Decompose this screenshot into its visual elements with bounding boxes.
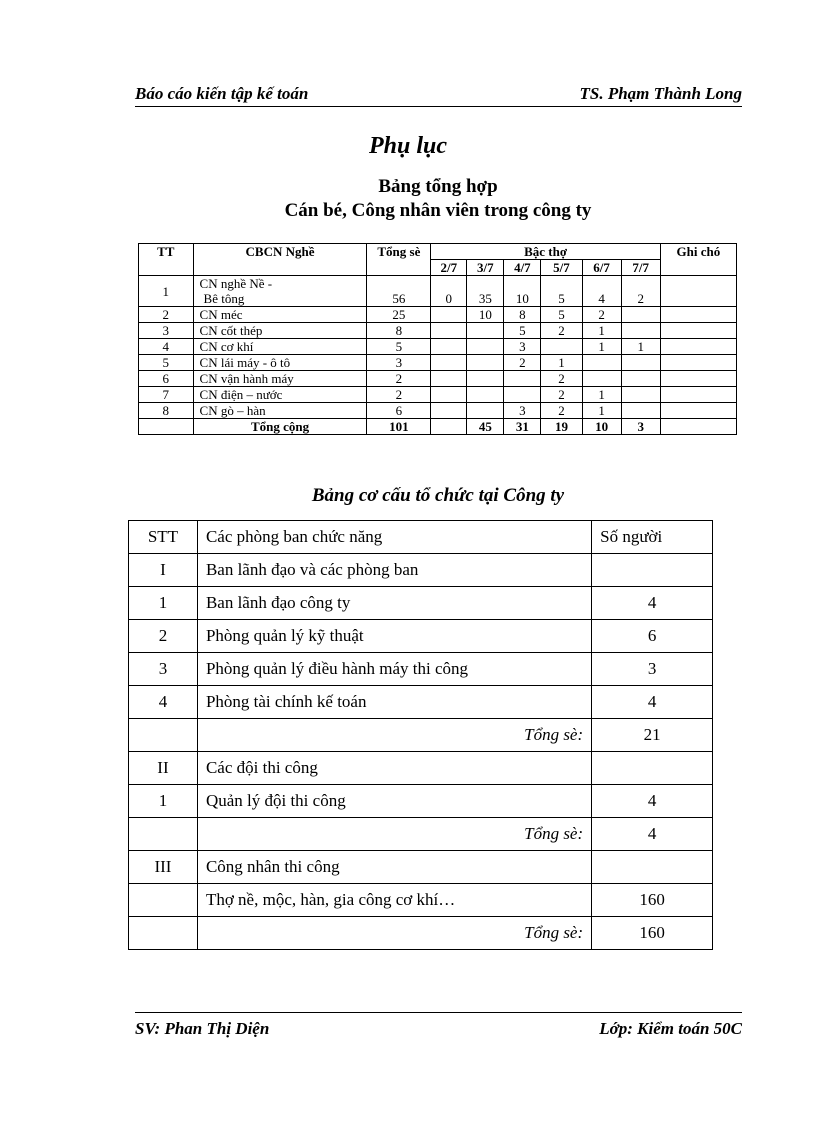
total-note <box>660 419 736 435</box>
level-header-cell: 4/7 <box>504 260 541 276</box>
table-row <box>129 587 713 620</box>
org-structure-table <box>128 520 713 950</box>
row-total: 2 <box>367 387 431 403</box>
total-tt <box>139 419 194 435</box>
row-tt: 1 <box>139 276 194 307</box>
row-stt: 2 <box>129 620 198 653</box>
row-stt: 3 <box>129 653 198 686</box>
level-header-cell: 2/7 <box>431 260 467 276</box>
summary-table-subtitle: Cán bé, Công nhân viên trong công ty <box>284 200 592 221</box>
row-department: Công nhân thi công <box>197 851 591 884</box>
row-stt <box>129 917 198 950</box>
row-level-value: 5 <box>541 307 582 323</box>
row-occupation: CN cơ khí <box>193 339 367 355</box>
table-row <box>139 323 737 339</box>
row-level-value <box>431 403 467 419</box>
header-tt: TT <box>139 244 194 276</box>
row-occupation: CN méc <box>193 307 367 323</box>
row-level-value <box>431 387 467 403</box>
row-headcount: 21 <box>592 719 713 752</box>
row-headcount: 4 <box>592 587 713 620</box>
table-row <box>139 307 737 323</box>
subtotal-label: Tổng sè: <box>197 917 591 950</box>
row-level-value: 0 <box>431 276 467 307</box>
header-author: TS. Phạm Thành Long <box>579 84 742 103</box>
row-department: Ban lãnh đạo công ty <box>197 587 591 620</box>
row-level-value <box>582 355 621 371</box>
row-stt <box>129 818 198 851</box>
row-note <box>660 371 736 387</box>
row-level-value: 5 <box>504 323 541 339</box>
row-level-value: 10 <box>504 276 541 307</box>
row-occupation: CN gò – hàn <box>193 403 367 419</box>
row-stt: II <box>129 752 198 785</box>
footer-class: Lớp: Kiểm toán 50C <box>599 1019 742 1038</box>
row-tt: 3 <box>139 323 194 339</box>
row-tt: 2 <box>139 307 194 323</box>
row-stt <box>129 719 198 752</box>
row-stt <box>129 884 198 917</box>
subtotal-label: Tổng sè: <box>197 719 591 752</box>
table-row <box>129 653 713 686</box>
row-total: 6 <box>367 403 431 419</box>
footer-student: SV: Phan Thị Diện <box>135 1019 270 1038</box>
row-level-value <box>431 307 467 323</box>
row-total: 2 <box>367 371 431 387</box>
row-headcount: 3 <box>592 653 713 686</box>
level-header-cell: 6/7 <box>582 260 621 276</box>
level-header-cell: 5/7 <box>541 260 582 276</box>
row-occupation-line1: CN nghề Nề - <box>199 276 273 291</box>
row-level-value <box>504 387 541 403</box>
row-tt: 4 <box>139 339 194 355</box>
row-department: Quản lý đội thi công <box>197 785 591 818</box>
row-level-value: 1 <box>582 339 621 355</box>
page-footer <box>135 1012 742 1037</box>
row-level-value <box>467 371 504 387</box>
row-level-value <box>621 403 660 419</box>
row-level-value <box>431 355 467 371</box>
row-level-value: 1 <box>582 403 621 419</box>
row-occupation: CN điện – nước <box>193 387 367 403</box>
header-total: Tổng sè <box>367 244 431 276</box>
row-headcount: 6 <box>592 620 713 653</box>
page-title: Phụ lục <box>368 133 448 159</box>
page-header <box>135 84 742 107</box>
row-headcount: 4 <box>592 686 713 719</box>
row-level-value <box>582 371 621 387</box>
row-level-value <box>541 339 582 355</box>
subtotal-row <box>129 719 713 752</box>
row-level-value: 1 <box>621 339 660 355</box>
subtotal-row <box>129 818 713 851</box>
row-stt: III <box>129 851 198 884</box>
table-row <box>139 371 737 387</box>
row-level-value: 2 <box>504 355 541 371</box>
row-occupation-line2: Bê tông <box>203 291 245 306</box>
level-header-cell: 3/7 <box>467 260 504 276</box>
total-value: 101 <box>367 419 431 435</box>
row-level-value <box>431 323 467 339</box>
header-note: Ghi chó <box>660 244 736 276</box>
row-level-value <box>467 355 504 371</box>
total-row <box>139 419 737 435</box>
total-level-value: 19 <box>541 419 582 435</box>
row-stt: I <box>129 554 198 587</box>
table-row <box>129 554 713 587</box>
row-note <box>660 323 736 339</box>
row-headcount: 160 <box>592 884 713 917</box>
row-tt: 6 <box>139 371 194 387</box>
row-note <box>660 276 736 307</box>
row-level-value: 2 <box>541 403 582 419</box>
row-level-value <box>467 339 504 355</box>
staff-summary-table <box>138 243 737 435</box>
table-row <box>139 276 737 307</box>
table-row <box>129 884 713 917</box>
row-level-value: 3 <box>504 403 541 419</box>
row-department: Thợ nề, mộc, hàn, gia công cơ khí… <box>197 884 591 917</box>
row-level-value <box>621 307 660 323</box>
row-level-value: 10 <box>467 307 504 323</box>
row-level-value <box>621 371 660 387</box>
row-tt: 5 <box>139 355 194 371</box>
row-level-value: 1 <box>582 323 621 339</box>
row-level-value <box>431 371 467 387</box>
row-headcount: 160 <box>592 917 713 950</box>
row-level-value: 2 <box>541 323 582 339</box>
row-level-value: 8 <box>504 307 541 323</box>
row-stt: 4 <box>129 686 198 719</box>
row-headcount <box>592 752 713 785</box>
total-label: Tổng cộng <box>193 419 367 435</box>
row-tt: 7 <box>139 387 194 403</box>
row-total: 25 <box>367 307 431 323</box>
row-level-value: 5 <box>541 276 582 307</box>
row-note <box>660 403 736 419</box>
total-level-value: 31 <box>504 419 541 435</box>
row-note <box>660 355 736 371</box>
level-header-cell: 7/7 <box>621 260 660 276</box>
header-stt: STT <box>129 521 198 554</box>
table-row <box>129 620 713 653</box>
row-level-value: 3 <box>504 339 541 355</box>
row-occupation <box>193 276 367 307</box>
row-total: 5 <box>367 339 431 355</box>
row-level-value <box>467 323 504 339</box>
table-row <box>139 403 737 419</box>
row-level-value <box>621 355 660 371</box>
row-level-value: 2 <box>541 387 582 403</box>
header-headcount: Số người <box>592 521 713 554</box>
row-stt: 1 <box>129 587 198 620</box>
row-level-value: 4 <box>582 276 621 307</box>
row-level-value: 1 <box>582 387 621 403</box>
row-total: 56 <box>367 276 431 307</box>
row-level-value: 2 <box>582 307 621 323</box>
row-department: Phòng quản lý kỹ thuật <box>197 620 591 653</box>
total-level-value: 10 <box>582 419 621 435</box>
row-headcount <box>592 554 713 587</box>
row-headcount: 4 <box>592 785 713 818</box>
summary-table-title: Bảng tổng hợp <box>378 176 498 197</box>
table-row <box>139 339 737 355</box>
row-level-value: 35 <box>467 276 504 307</box>
org-table-title: Bảng cơ cấu tổ chức tại Công ty <box>311 485 565 506</box>
header-skill-level: Bậc thợ <box>431 244 660 260</box>
row-department: Ban lãnh đạo và các phòng ban <box>197 554 591 587</box>
subtotal-label: Tổng sè: <box>197 818 591 851</box>
row-headcount <box>592 851 713 884</box>
row-occupation: CN vận hành máy <box>193 371 367 387</box>
total-level-value: 45 <box>467 419 504 435</box>
subtotal-row <box>129 917 713 950</box>
table-row <box>129 785 713 818</box>
table-row <box>129 686 713 719</box>
row-total: 3 <box>367 355 431 371</box>
row-level-value: 2 <box>621 276 660 307</box>
row-level-value <box>504 371 541 387</box>
row-occupation: CN cốt thép <box>193 323 367 339</box>
row-department: Phòng quản lý điều hành máy thi công <box>197 653 591 686</box>
table-row <box>129 851 713 884</box>
row-level-value <box>621 387 660 403</box>
row-level-value: 2 <box>541 371 582 387</box>
table-row <box>139 355 737 371</box>
total-level-value <box>431 419 467 435</box>
row-stt: 1 <box>129 785 198 818</box>
row-level-value <box>467 403 504 419</box>
row-total: 8 <box>367 323 431 339</box>
total-level-value: 3 <box>621 419 660 435</box>
row-level-value <box>431 339 467 355</box>
row-tt: 8 <box>139 403 194 419</box>
row-level-value <box>467 387 504 403</box>
header-report-title: Báo cáo kiến tập kế toán <box>135 84 309 103</box>
row-headcount: 4 <box>592 818 713 851</box>
table-header-row <box>129 521 713 554</box>
table-header-row <box>139 244 737 260</box>
header-department: Các phòng ban chức năng <box>197 521 591 554</box>
table-row <box>129 752 713 785</box>
row-level-value: 1 <box>541 355 582 371</box>
header-occupation: CBCN Nghề <box>193 244 367 276</box>
row-occupation: CN lái máy - ô tô <box>193 355 367 371</box>
row-note <box>660 387 736 403</box>
row-note <box>660 307 736 323</box>
row-department: Phòng tài chính kế toán <box>197 686 591 719</box>
row-department: Các đội thi công <box>197 752 591 785</box>
table-row <box>139 387 737 403</box>
row-note <box>660 339 736 355</box>
row-level-value <box>621 323 660 339</box>
